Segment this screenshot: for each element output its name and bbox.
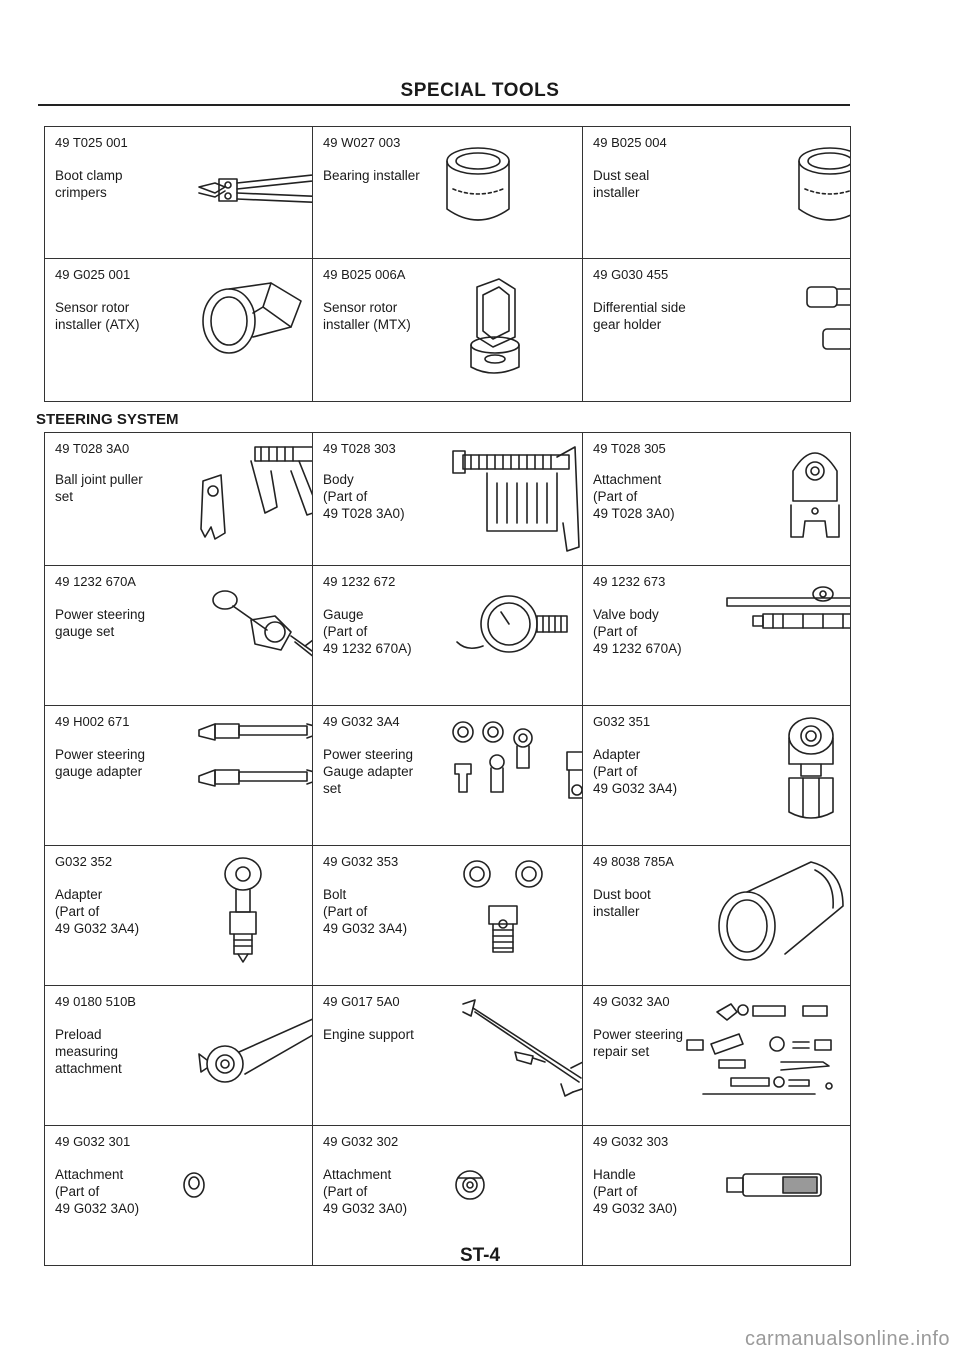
gear-holder-icon (801, 277, 851, 365)
tool-description (323, 1026, 414, 1043)
table-row (45, 127, 851, 259)
description-line: Power steering (593, 1027, 684, 1042)
description-line: crimpers (55, 185, 107, 200)
tool-cell (45, 846, 313, 986)
cup-icon (441, 145, 515, 227)
description-line: repair set (593, 1044, 650, 1059)
part-number: 49 W027 003 (323, 135, 401, 150)
description-line: Valve body (593, 607, 659, 622)
part-number: 49 0180 510B (55, 994, 136, 1009)
watermark: carmanualsonline.info (744, 1328, 950, 1350)
description-line: Bolt (323, 887, 347, 902)
description-line: installer (593, 904, 640, 919)
hose-adapter-icon (195, 716, 313, 796)
description-line: Boot clamp (55, 168, 123, 183)
description-line: Adapter (55, 887, 103, 902)
description-line: Sensor rotor (55, 300, 130, 315)
tool-cell (313, 259, 583, 402)
part-number: 49 T028 3A0 (55, 441, 130, 456)
description-line: gauge adapter (55, 764, 143, 779)
part-number: 49 H002 671 (55, 714, 130, 729)
description-line: 49 T028 3A0) (323, 506, 405, 521)
description-line: 49 G032 3A4) (323, 921, 408, 936)
tool-description (323, 299, 411, 333)
description-line: installer (593, 185, 640, 200)
description-line: Ball joint puller (55, 472, 143, 487)
tool-cell (313, 986, 583, 1126)
description-line: (Part of (593, 764, 638, 779)
tool-description (55, 471, 143, 505)
tool-description (323, 471, 405, 522)
tool-description (323, 167, 420, 184)
description-line: (Part of (323, 489, 368, 504)
tool-cell (583, 706, 851, 846)
steering-tools-table (44, 432, 851, 1266)
tool-cell (313, 127, 583, 259)
description-line: (Part of (55, 1184, 100, 1199)
nut-adapter-icon (783, 716, 839, 826)
tool-description (323, 1166, 407, 1217)
part-number: 49 G032 301 (55, 1134, 131, 1149)
tool-cell (45, 986, 313, 1126)
description-line: 49 G032 3A4) (55, 921, 140, 936)
description-line: 49 G032 3A0) (593, 1201, 678, 1216)
part-number: G032 352 (55, 854, 113, 869)
attachment-icon (783, 441, 847, 547)
tool-cell (583, 127, 851, 259)
description-line: (Part of (55, 904, 100, 919)
general-tools-table (44, 126, 851, 402)
section-heading: STEERING SYSTEM (36, 411, 179, 428)
page-title: SPECIAL TOOLS (400, 80, 560, 101)
adapter-set-icon (445, 716, 583, 812)
repair-set-icon (683, 998, 843, 1098)
description-line: (Part of (593, 624, 638, 639)
tool-description (55, 886, 139, 937)
part-number: 49 G032 3A0 (593, 994, 670, 1009)
ring-installer-icon (195, 277, 305, 357)
part-number: 49 T028 303 (323, 441, 396, 456)
description-line: Sensor rotor (323, 300, 398, 315)
gauge-icon (453, 592, 575, 662)
description-line: 49 1232 670A) (593, 641, 682, 656)
description-line: Power steering (323, 747, 414, 762)
description-line: Attachment (593, 472, 662, 487)
part-number: 49 1232 670A (55, 574, 136, 589)
puller-body-icon (447, 443, 583, 553)
sleeve-icon (711, 856, 851, 966)
bolt-icon (459, 858, 551, 958)
engine-support-icon (453, 996, 583, 1100)
description-line: gear holder (593, 317, 662, 332)
description-line: Attachment (323, 1167, 392, 1182)
title-rule (38, 104, 850, 106)
description-line: attachment (55, 1061, 122, 1076)
gauge-set-icon (195, 580, 313, 684)
tool-description (55, 606, 145, 640)
tool-description (323, 606, 412, 657)
tool-description (323, 746, 413, 797)
part-number: 49 G030 455 (593, 267, 669, 282)
description-line: 49 T028 3A0) (593, 506, 675, 521)
valve-body-icon (723, 584, 851, 644)
part-number: 49 G025 001 (55, 267, 131, 282)
part-number: 49 B025 004 (593, 135, 667, 150)
description-line: (Part of (323, 904, 368, 919)
tool-cell (583, 846, 851, 986)
page-number: ST-4 (459, 1245, 501, 1266)
part-number: G032 351 (593, 714, 651, 729)
nut-small-icon (453, 1168, 487, 1202)
description-line: Engine support (323, 1027, 414, 1042)
table-row (45, 846, 851, 986)
tool-cell (45, 259, 313, 402)
tool-cell (45, 706, 313, 846)
description-line: Adapter (593, 747, 641, 762)
part-number: 49 T025 001 (55, 135, 128, 150)
description-line: Attachment (55, 1167, 124, 1182)
description-line: (Part of (323, 624, 368, 639)
tool-description (593, 746, 677, 797)
tool-cell (313, 846, 583, 986)
tool-cell (313, 433, 583, 566)
description-line: installer (ATX) (55, 317, 140, 332)
part-number: 49 G032 353 (323, 854, 399, 869)
description-line: gauge set (55, 624, 115, 639)
description-line: Dust seal (593, 168, 650, 183)
tool-cell (45, 566, 313, 706)
tool-cell (313, 566, 583, 706)
part-number: 49 T028 305 (593, 441, 666, 456)
description-line: measuring (55, 1044, 119, 1059)
description-line: 49 G032 3A4) (593, 781, 678, 796)
tool-cell (583, 566, 851, 706)
tool-description (55, 299, 140, 333)
table-row (45, 259, 851, 402)
frame-installer-icon (461, 275, 525, 381)
part-number: 49 8038 785A (593, 854, 674, 869)
handle-icon (723, 1168, 827, 1202)
description-line: set (323, 781, 342, 796)
tool-description (55, 746, 145, 780)
tool-description (593, 606, 682, 657)
banjo-adapter-icon (220, 856, 266, 966)
table-row (45, 706, 851, 846)
description-line: Power steering (55, 607, 146, 622)
ring-small-icon (180, 1170, 208, 1200)
cup-icon (793, 145, 851, 227)
table-row (45, 986, 851, 1126)
description-line: Differential side (593, 300, 686, 315)
description-line: (Part of (593, 489, 638, 504)
tool-description (593, 167, 649, 201)
description-line: Handle (593, 1167, 636, 1182)
tool-description (593, 1026, 683, 1060)
description-line: (Part of (593, 1184, 638, 1199)
tool-description (593, 299, 686, 333)
part-number: 49 G032 303 (593, 1134, 669, 1149)
tool-cell (45, 127, 313, 259)
tool-description (593, 886, 651, 920)
part-number: 49 1232 672 (323, 574, 396, 589)
wrench-icon (195, 1000, 313, 1090)
crimper-icon (195, 169, 313, 209)
puller-set-icon (195, 441, 313, 551)
description-line: Bearing installer (323, 168, 420, 183)
tool-description (593, 471, 675, 522)
description-line: Body (323, 472, 354, 487)
tool-cell (583, 259, 851, 402)
tool-cell (313, 706, 583, 846)
description-line: 49 G032 3A0) (55, 1201, 140, 1216)
tool-cell (45, 433, 313, 566)
tool-description (323, 886, 407, 937)
table-row (45, 433, 851, 566)
part-number: 49 B025 006A (323, 267, 406, 282)
description-line: 49 G032 3A0) (323, 1201, 408, 1216)
tool-description (55, 167, 123, 201)
part-number: 49 1232 673 (593, 574, 666, 589)
tool-description (55, 1166, 139, 1217)
part-number: 49 G017 5A0 (323, 994, 400, 1009)
tool-description (593, 1166, 677, 1217)
tool-description (55, 1026, 122, 1077)
description-line: Gauge adapter (323, 764, 414, 779)
part-number: 49 G032 302 (323, 1134, 399, 1149)
part-number: 49 G032 3A4 (323, 714, 400, 729)
description-line: Power steering (55, 747, 146, 762)
description-line: Preload (55, 1027, 102, 1042)
tool-cell (583, 433, 851, 566)
description-line: 49 1232 670A) (323, 641, 412, 656)
description-line: Dust boot (593, 887, 651, 902)
tool-cell (583, 986, 851, 1126)
table-row (45, 566, 851, 706)
description-line: set (55, 489, 74, 504)
description-line: Gauge (323, 607, 364, 622)
description-line: installer (MTX) (323, 317, 411, 332)
description-line: (Part of (323, 1184, 368, 1199)
